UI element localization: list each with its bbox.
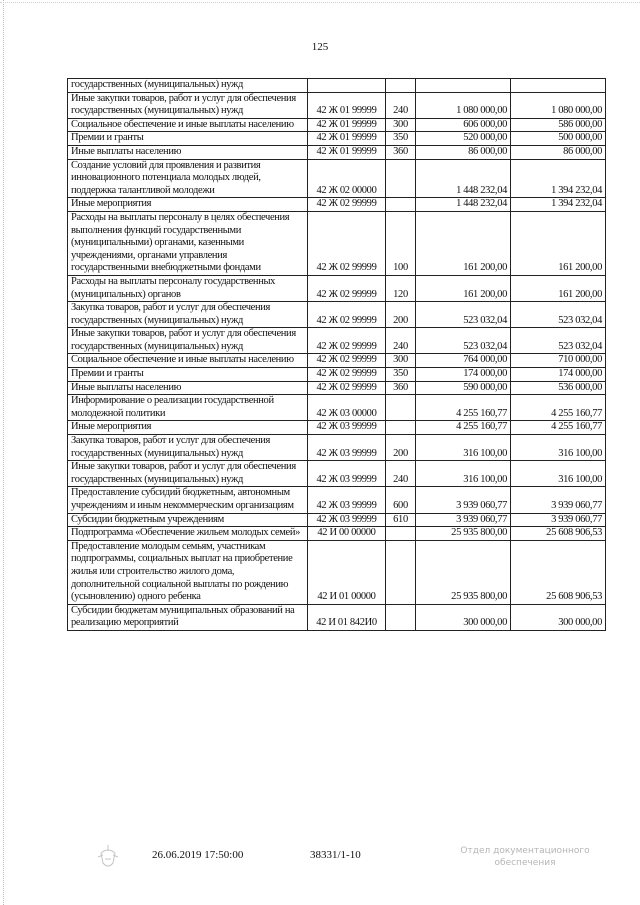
row-expense-type [386, 395, 416, 421]
row-amount-plan: 590 000,00 [416, 381, 511, 395]
row-expense-type: 360 [386, 381, 416, 395]
row-name: Предоставление субсидий бюджетным, автономным учреждениям и иным некоммерческим организациям [68, 487, 308, 513]
footer-doc-number: 38331/1-10 [310, 849, 361, 861]
budget-table-body [68, 79, 606, 631]
row-name: Субсидии бюджетным учреждениям [68, 513, 308, 527]
row-amount-actual: 523 032,04 [511, 328, 606, 354]
row-expense-type: 360 [386, 145, 416, 159]
row-amount-actual: 3 939 060,77 [511, 487, 606, 513]
row-amount-plan: 161 200,00 [416, 275, 511, 301]
row-code: 42 Ж 02 99999 [308, 275, 386, 301]
row-name: Предоставление молодым семьям, участникам подпрограммы, социальных выплат на приобретение жилья или строительство жилого дома, дополнительной социальной выплаты по рождению (усыновлению) одного ребенка [68, 540, 308, 604]
row-amount-actual: 25 608 906,53 [511, 540, 606, 604]
row-amount-actual: 536 000,00 [511, 381, 606, 395]
row-code: 42 Ж 03 00000 [308, 395, 386, 421]
row-name: Закупка товаров, работ и услуг для обеспечения государственных (муниципальных) нужд [68, 435, 308, 461]
row-expense-type [386, 159, 416, 198]
table-row [68, 79, 606, 93]
row-name: Расходы на выплаты персоналу в целях обеспечения выполнения функций государственными (муниципальными) органами, казенными учреждениями, органами управления государственными внебюджетными фондами [68, 211, 308, 275]
row-code: 42 Ж 02 99999 [308, 328, 386, 354]
table-row [68, 132, 606, 146]
footer-stamp [440, 845, 610, 869]
row-amount-actual: 25 608 906,53 [511, 527, 606, 541]
row-amount-actual: 161 200,00 [511, 211, 606, 275]
row-code: 42 Ж 03 99999 [308, 435, 386, 461]
row-amount-plan: 161 200,00 [416, 211, 511, 275]
row-expense-type: 240 [386, 461, 416, 487]
row-amount-plan: 316 100,00 [416, 461, 511, 487]
row-expense-type: 350 [386, 132, 416, 146]
row-amount-plan: 25 935 800,00 [416, 527, 511, 541]
table-row [68, 302, 606, 328]
row-amount-plan: 4 255 160,77 [416, 395, 511, 421]
row-amount-plan: 3 939 060,77 [416, 513, 511, 527]
row-code: 42 Ж 02 99999 [308, 368, 386, 382]
table-row [68, 381, 606, 395]
row-expense-type [386, 79, 416, 93]
row-amount-plan: 523 032,04 [416, 302, 511, 328]
row-expense-type: 100 [386, 211, 416, 275]
row-expense-type: 240 [386, 328, 416, 354]
row-name: Иные закупки товаров, работ и услуг для обеспечения государственных (муниципальных) нужд [68, 92, 308, 118]
row-amount-plan: 25 935 800,00 [416, 540, 511, 604]
row-name: Иные мероприятия [68, 421, 308, 435]
row-amount-plan: 300 000,00 [416, 604, 511, 630]
row-amount-plan: 3 939 060,77 [416, 487, 511, 513]
row-expense-type [386, 527, 416, 541]
row-code: 42 Ж 03 99999 [308, 421, 386, 435]
row-expense-type: 600 [386, 487, 416, 513]
scan-top-edge [0, 2, 640, 4]
row-code: 42 Ж 02 99999 [308, 381, 386, 395]
budget-table [67, 78, 606, 631]
row-amount-actual: 3 939 060,77 [511, 513, 606, 527]
table-row [68, 159, 606, 198]
page-number: 125 [311, 41, 329, 53]
row-name: Социальное обеспечение и иные выплаты населению [68, 354, 308, 368]
table-row [68, 435, 606, 461]
row-code: 42 Ж 02 00000 [308, 159, 386, 198]
row-expense-type [386, 198, 416, 212]
row-amount-actual: 586 000,00 [511, 118, 606, 132]
row-expense-type: 120 [386, 275, 416, 301]
table-row [68, 540, 606, 604]
row-amount-actual: 174 000,00 [511, 368, 606, 382]
row-code: 42 Ж 01 99999 [308, 145, 386, 159]
row-amount-plan: 1 080 000,00 [416, 92, 511, 118]
row-expense-type [386, 604, 416, 630]
table-row [68, 395, 606, 421]
row-amount-plan [416, 79, 511, 93]
row-code: 42 И 01 842И0 [308, 604, 386, 630]
row-code [308, 79, 386, 93]
row-amount-plan: 1 448 232,04 [416, 198, 511, 212]
footer-stamp-line1: Отдел документационного [460, 846, 590, 856]
row-expense-type: 350 [386, 368, 416, 382]
row-amount-actual: 1 394 232,04 [511, 159, 606, 198]
row-code: 42 Ж 02 99999 [308, 354, 386, 368]
table-row [68, 354, 606, 368]
row-amount-actual: 1 394 232,04 [511, 198, 606, 212]
row-amount-plan: 4 255 160,77 [416, 421, 511, 435]
table-row [68, 145, 606, 159]
row-name: Иные выплаты населению [68, 381, 308, 395]
row-expense-type [386, 421, 416, 435]
row-expense-type: 240 [386, 92, 416, 118]
row-code: 42 Ж 02 99999 [308, 198, 386, 212]
table-row [68, 527, 606, 541]
row-name: Закупка товаров, работ и услуг для обеспечения государственных (муниципальных) нужд [68, 302, 308, 328]
row-code: 42 Ж 03 99999 [308, 461, 386, 487]
row-amount-actual: 1 080 000,00 [511, 92, 606, 118]
row-name: Создание условий для проявления и развития инновационного потенциала молодых людей, поддержка талантливой молодежи [68, 159, 308, 198]
row-amount-plan: 174 000,00 [416, 368, 511, 382]
row-amount-actual: 86 000,00 [511, 145, 606, 159]
table-row [68, 487, 606, 513]
table-row [68, 421, 606, 435]
row-expense-type: 200 [386, 435, 416, 461]
row-code: 42 Ж 03 99999 [308, 487, 386, 513]
table-row [68, 118, 606, 132]
row-name: Подпрограмма «Обеспечение жильем молодых семей» [68, 527, 308, 541]
row-amount-actual: 316 100,00 [511, 461, 606, 487]
row-code: 42 Ж 02 99999 [308, 211, 386, 275]
row-code: 42 И 00 00000 [308, 527, 386, 541]
row-expense-type [386, 540, 416, 604]
table-row [68, 92, 606, 118]
row-amount-plan: 316 100,00 [416, 435, 511, 461]
row-amount-actual: 4 255 160,77 [511, 395, 606, 421]
footer-stamp-line2: обеспечения [494, 858, 556, 868]
row-code: 42 И 01 00000 [308, 540, 386, 604]
row-expense-type: 300 [386, 118, 416, 132]
table-row [68, 211, 606, 275]
row-name: Премии и гранты [68, 132, 308, 146]
row-amount-plan: 86 000,00 [416, 145, 511, 159]
row-code: 42 Ж 01 99999 [308, 132, 386, 146]
table-row [68, 604, 606, 630]
row-amount-plan: 606 000,00 [416, 118, 511, 132]
row-name: Иные мероприятия [68, 198, 308, 212]
row-expense-type: 300 [386, 354, 416, 368]
table-row [68, 368, 606, 382]
row-name: Иные закупки товаров, работ и услуг для обеспечения государственных (муниципальных) нужд [68, 461, 308, 487]
row-name: Иные закупки товаров, работ и услуг для обеспечения государственных (муниципальных) нужд [68, 328, 308, 354]
table-row [68, 461, 606, 487]
row-amount-actual: 523 032,04 [511, 302, 606, 328]
row-amount-actual [511, 79, 606, 93]
row-amount-plan: 520 000,00 [416, 132, 511, 146]
row-code: 42 Ж 02 99999 [308, 302, 386, 328]
scan-left-edge [3, 0, 5, 905]
row-name: Расходы на выплаты персоналу государственных (муниципальных) органов [68, 275, 308, 301]
table-row [68, 328, 606, 354]
row-name: Иные выплаты населению [68, 145, 308, 159]
row-amount-plan: 1 448 232,04 [416, 159, 511, 198]
row-amount-actual: 300 000,00 [511, 604, 606, 630]
row-amount-actual: 500 000,00 [511, 132, 606, 146]
row-name: Премии и гранты [68, 368, 308, 382]
row-amount-actual: 316 100,00 [511, 435, 606, 461]
row-amount-actual: 161 200,00 [511, 275, 606, 301]
row-expense-type: 200 [386, 302, 416, 328]
row-code: 42 Ж 01 99999 [308, 92, 386, 118]
emblem-icon [95, 843, 121, 871]
row-name: Субсидии бюджетам муниципальных образований на реализацию мероприятий [68, 604, 308, 630]
row-amount-actual: 710 000,00 [511, 354, 606, 368]
row-expense-type: 610 [386, 513, 416, 527]
table-row [68, 513, 606, 527]
table-row [68, 275, 606, 301]
row-code: 42 Ж 03 99999 [308, 513, 386, 527]
row-name: государственных (муниципальных) нужд [68, 79, 308, 93]
row-name: Социальное обеспечение и иные выплаты населению [68, 118, 308, 132]
footer-datetime: 26.06.2019 17:50:00 [152, 849, 244, 861]
row-code: 42 Ж 01 99999 [308, 118, 386, 132]
table-row [68, 198, 606, 212]
row-amount-plan: 523 032,04 [416, 328, 511, 354]
row-amount-actual: 4 255 160,77 [511, 421, 606, 435]
row-amount-plan: 764 000,00 [416, 354, 511, 368]
row-name: Информирование о реализации государственной молодежной политики [68, 395, 308, 421]
